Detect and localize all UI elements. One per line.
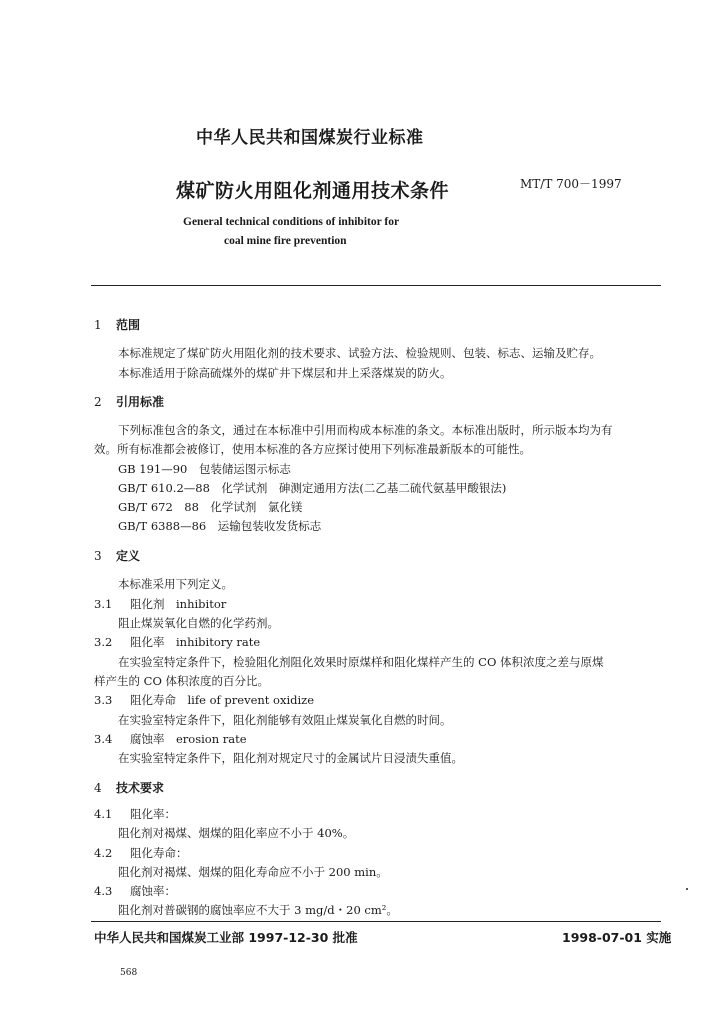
requirement-body: 阻化剂对普碳钢的腐蚀率应不大于 3 mg/d・20 cm²。 <box>118 903 398 917</box>
clause-number: 3.1 <box>94 597 113 611</box>
section-1-heading <box>94 316 140 333</box>
definition-term: 阻化寿命 life of prevent oxidize <box>130 693 315 707</box>
page-number: 568 <box>120 968 138 978</box>
paragraph: 本标准适用于除高硫煤外的煤矿井下煤层和井上采落煤炭的防火。 <box>118 366 452 380</box>
clause-number: 3.2 <box>94 635 113 649</box>
effective-date: 1998-07-01 实施 <box>562 930 672 945</box>
approval-line: 中华人民共和国煤炭工业部 1997-12-30 批准 <box>94 930 358 945</box>
section-3-heading <box>94 547 140 564</box>
definition-heading <box>94 596 226 612</box>
definition-body: 在实验室特定条件下，阻化剂对规定尺寸的金属试片日浸渍失重值。 <box>118 751 463 765</box>
definition-term: 阻化率 inhibitory rate <box>130 635 261 649</box>
section-number: 1 <box>94 318 102 332</box>
reference-item: GB/T 6388—86 运输包装收发货标志 <box>118 519 322 533</box>
clause-number: 3.4 <box>94 732 113 746</box>
paragraph: 效。所有标准都会被修订，使用本标准的各方应探讨使用下列标准最新版本的可能性。 <box>94 442 531 456</box>
reference-item: GB/T 672 88 化学试剂 氯化镁 <box>118 500 303 514</box>
definition-body: 在实验室特定条件下，阻化剂能够有效阻止煤炭氧化自燃的时间。 <box>118 713 452 727</box>
section-number: 4 <box>94 781 102 795</box>
reference-item: GB 191—90 包装储运图示标志 <box>118 462 291 476</box>
scan-speck <box>686 888 688 890</box>
section-4-heading <box>94 779 164 796</box>
section-title: 引用标准 <box>116 395 165 409</box>
industry-standard-heading: 中华人民共和国煤炭行业标准 <box>196 128 424 148</box>
footer-divider <box>91 921 661 922</box>
requirement-body: 阻化剂对褐煤、烟煤的阻化率应不小于 40%。 <box>118 826 355 840</box>
definition-heading <box>94 634 260 650</box>
paragraph: 本标准采用下列定义。 <box>118 577 233 591</box>
section-2-heading <box>94 393 164 410</box>
reference-item: GB/T 610.2—88 化学试剂 砷测定通用方法(二乙基二硫代氨基甲酸银法) <box>118 481 507 495</box>
section-title: 范围 <box>116 318 141 332</box>
clause-number: 3.3 <box>94 693 113 707</box>
document-title: 煤矿防火用阻化剂通用技术条件 <box>176 180 450 202</box>
clause-number: 4.3 <box>94 884 113 898</box>
definition-term: 阻化剂 inhibitor <box>130 597 227 611</box>
requirement-heading <box>94 883 176 899</box>
requirement-term: 阻化率： <box>130 807 176 821</box>
definition-body: 在实验室特定条件下，检验阻化剂阻化效果时原煤样和阻化煤样产生的 CO 体积浓度之差与原煤 <box>118 655 604 669</box>
english-title-line-1: General technical conditions of inhibitor for <box>183 216 400 228</box>
section-title: 技术要求 <box>116 781 165 795</box>
definition-term: 腐蚀率 erosion rate <box>130 732 247 746</box>
definition-heading <box>94 692 314 708</box>
paragraph: 本标准规定了煤矿防火用阻化剂的技术要求、试验方法、检验规则、包装、标志、运输及贮存。 <box>118 346 601 360</box>
definition-body: 阻止煤炭氧化自燃的化学药剂。 <box>118 616 279 630</box>
section-title: 定义 <box>116 549 141 563</box>
clause-number: 4.1 <box>94 807 113 821</box>
definition-heading <box>94 731 247 747</box>
requirement-body: 阻化剂对褐煤、烟煤的阻化寿命应不小于 200 min。 <box>118 865 388 879</box>
requirement-term: 腐蚀率： <box>130 884 176 898</box>
definition-body: 样产生的 CO 体积浓度的百分比。 <box>94 674 270 688</box>
section-number: 2 <box>94 395 102 409</box>
requirement-heading <box>94 806 176 822</box>
english-title-line-2: coal mine fire prevention <box>224 235 347 247</box>
section-number: 3 <box>94 549 102 563</box>
clause-number: 4.2 <box>94 846 113 860</box>
standard-code: MT/T 700－1997 <box>520 177 622 191</box>
requirement-term: 阻化寿命： <box>130 846 188 860</box>
paragraph: 下列标准包含的条文，通过在本标准中引用而构成本标准的条文。本标准出版时，所示版本均为有 <box>118 423 613 437</box>
requirement-heading <box>94 845 188 861</box>
header-divider <box>91 285 661 286</box>
